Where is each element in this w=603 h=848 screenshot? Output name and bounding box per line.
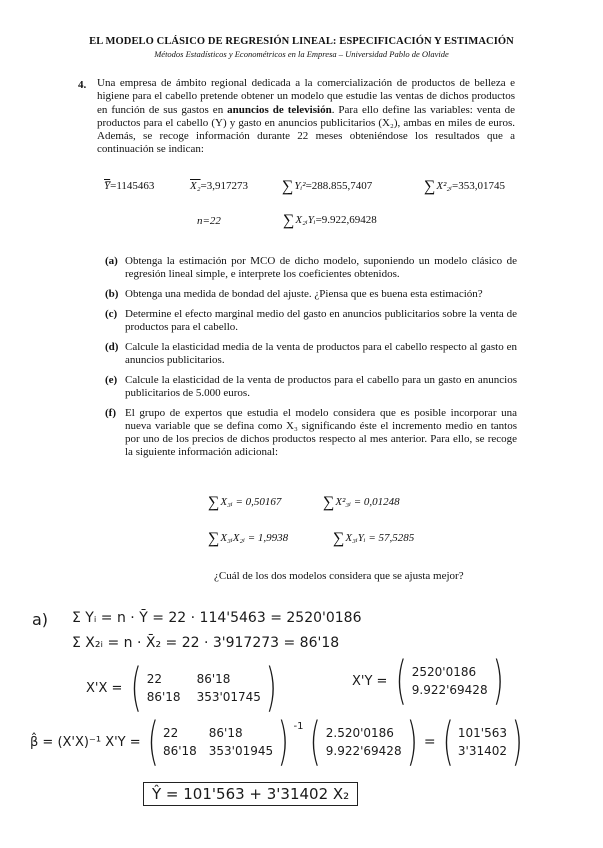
list-item: (e) Calcule la elasticidad de la venta de productos para el cabello para un gasto en anuncios publicitarios de 5.000 euros. xyxy=(105,374,517,399)
list-item: (b) Obtenga una medida de bondad del ajuste. ¿Piensa que es buena esta estimación? xyxy=(105,288,483,300)
list-item: (c) Determine el efecto marginal medio del gasto en anuncios publicitarios sobre la venta de productos para el cabello. xyxy=(105,308,517,333)
hw-beta: β̂ = (X'X)⁻¹ X'Y = ( 22 86'18 86'18 353'01945 ) $^{-1}$ ( 2.520'0186 9.922'69428 ) = ( 101'563 3'31402 ) xyxy=(30,712,523,772)
problem-number: 4. xyxy=(78,79,87,91)
beta-result: 101'563 3'31402 xyxy=(457,726,508,758)
hw-xtx: X'X = ( 22 86'18 86'18 353'01745 ) xyxy=(86,658,277,718)
problem-text xyxy=(97,77,515,157)
sigma-icon: ∑ xyxy=(283,212,295,229)
extra-sum-x3y: ∑X₃ᵢYᵢ = 57,5285 xyxy=(333,530,415,547)
header-title: EL MODELO CLÁSICO DE REGRESIÓN LINEAL: ESPECIFICACIÓN Y ESTIMACIÓN xyxy=(89,36,514,47)
closing-question: ¿Cuál de los dos modelos considera que se ajusta mejor? xyxy=(214,570,464,582)
stat-sum-xy: ∑X₂ᵢYᵢ=9.922,69428 xyxy=(283,212,377,229)
inverse-matrix: 22 86'18 86'18 353'01945 xyxy=(162,726,274,758)
sigma-icon: ∑ xyxy=(323,494,335,511)
sigma-icon: ∑ xyxy=(208,530,220,547)
list-item: (f) El grupo de expertos que estudia el modelo considera que es posible incorporar una nueva variable que se defina como X₃ significando éste el incremento medio en tantos por uno de los precios de dichos productos respecto al mes anterior. Para ello, se recoge la siguiente información adicional: xyxy=(105,407,517,458)
extra-sum-x3: ∑X₃ᵢ = 0,50167 xyxy=(208,494,282,511)
hw-line-sum-y: Σ Yᵢ = n · Ȳ = 22 · 114'5463 = 2520'0186 xyxy=(72,610,362,626)
problem-text-2: . Para ello define las variables: venta de productos para el cabello (Y) y gasto en anuncios publicitarios (X₂), ambas en miles de euros. Además, se recoge información durante 22 meses obteniéndose los resultados que a continuación se indican: xyxy=(97,103,515,156)
stat-sum-y2: ∑Yᵢ²=288.855,7407 xyxy=(282,178,373,195)
problem-text-bold: anuncios de televisión xyxy=(227,103,332,116)
list-item: (d) Calcule la elasticidad media de la venta de productos para el cabello respecto al gasto en anuncios publicitarios. xyxy=(105,341,517,366)
stat-sum-x2: ∑X²₂ᵢ=353,01745 xyxy=(424,178,505,195)
hw-line-sum-x: Σ X₂ᵢ = n · X̄₂ = 22 · 3'917273 = 86'18 xyxy=(72,635,340,651)
subtitle-course: Métodos Estadísticos y Econométricos en la Empresa xyxy=(154,49,337,59)
extra-sum-x3x2: ∑X₃ᵢX₂ᵢ = 1,9938 xyxy=(208,530,289,547)
hw-final-equation: Ŷ = 101'563 + 3'31402 X₂ xyxy=(143,782,358,806)
subtitle-university: – Universidad Pablo de Olavide xyxy=(336,49,449,59)
xty-vector-2: 2.520'0186 9.922'69428 xyxy=(325,726,402,758)
problem-text-1: Una empresa de ámbito regional dedicada a la comercialización de productos de belleza e higiene para el cabello pretende obtener un modelo que estudie las ventas de dichos productos en función de sus gastos en xyxy=(97,77,515,116)
list-item: (a) Obtenga la estimación por MCO de dicho modelo, suponiendo un modelo clásico de regresión lineal simple, e interprete los coeficientes obtenidos. xyxy=(105,255,517,280)
sigma-icon: ∑ xyxy=(333,530,345,547)
stat-ybar: Y̅=1145463 xyxy=(104,180,155,192)
header-subtitle xyxy=(0,49,603,59)
stat-n: n=22 xyxy=(197,215,221,227)
sigma-icon: ∑ xyxy=(424,178,436,195)
stat-x2bar: X₂=3,917273 xyxy=(190,180,249,192)
hw-xty: X'Y = ( 2520'0186 9.922'69428 ) xyxy=(352,651,504,711)
xtx-matrix: 22 86'18 86'18 353'01745 xyxy=(146,672,261,704)
hw-part-label: a) xyxy=(32,610,49,629)
xty-vector: 2520'0186 9.922'69428 xyxy=(411,665,488,697)
sigma-icon: ∑ xyxy=(282,178,294,195)
question-list xyxy=(105,255,517,466)
sigma-icon: ∑ xyxy=(208,494,220,511)
extra-sum-x3sq: ∑X²₃ᵢ = 0,01248 xyxy=(323,494,400,511)
